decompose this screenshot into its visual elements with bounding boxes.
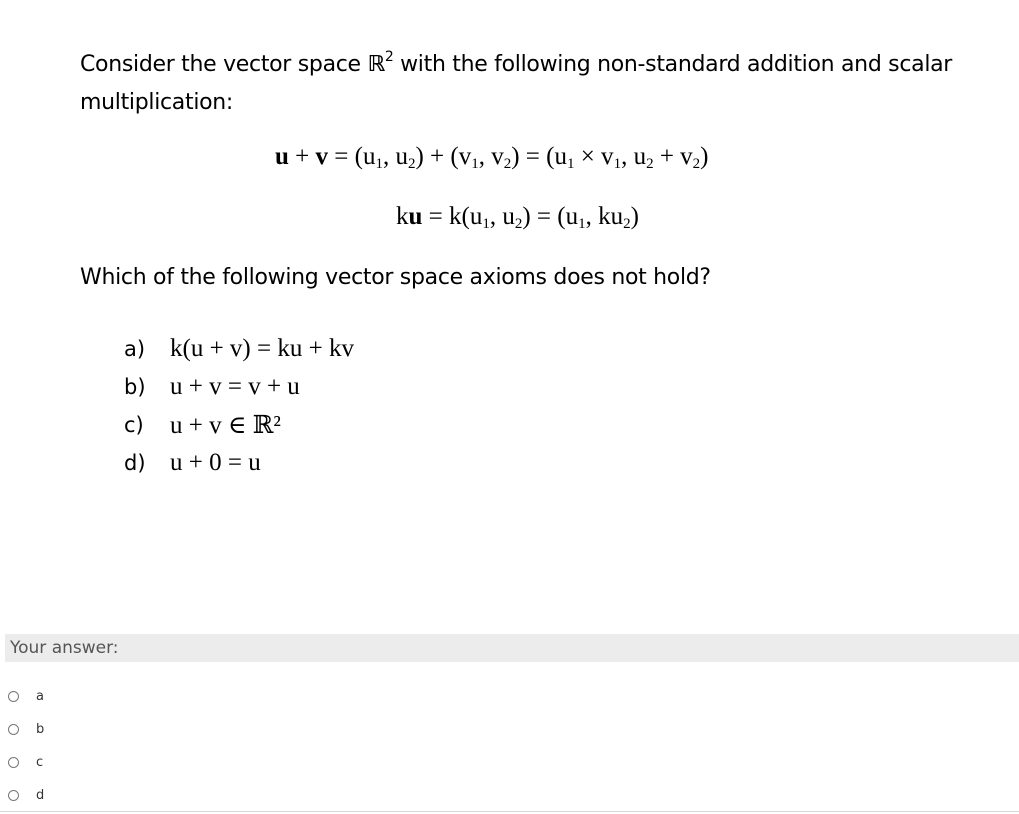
- option-letter: a): [124, 337, 146, 361]
- intro-text-end: with the following non-standard addition and scalar multiplication:: [80, 52, 953, 115]
- radio-button[interactable]: [8, 724, 19, 735]
- real-space-symbol: ℝ: [367, 52, 385, 77]
- answer-choice-b[interactable]: [8, 713, 44, 746]
- option-expression: k(u + v) = ku + kv: [170, 335, 354, 362]
- option-item-d: [124, 444, 354, 482]
- choice-label[interactable]: c: [36, 755, 44, 770]
- divider: [0, 811, 1019, 812]
- choice-label[interactable]: b: [36, 722, 45, 737]
- choice-label[interactable]: a: [36, 689, 44, 704]
- option-letter: b): [124, 375, 146, 399]
- option-expression: u + v = v + u: [170, 373, 300, 400]
- question-intro: [80, 38, 1000, 122]
- option-item-c: [124, 406, 354, 444]
- choice-label[interactable]: d: [36, 788, 45, 803]
- option-item-b: [124, 368, 354, 406]
- option-expression: u + 0 = u: [170, 449, 261, 476]
- answer-choices: [8, 680, 44, 812]
- question-prompt: Which of the following vector space axioms does not hold?: [80, 265, 711, 290]
- option-expression: u + v ∈ ℝ²: [170, 412, 281, 439]
- addition-rule-equation: $u + v = (u_1$, $u_2) + (v_1$, $v_2) = (u_1 \times v_1$, $u_2 + v_2$): [275, 143, 709, 172]
- option-letter: d): [124, 451, 146, 475]
- option-item-a: [124, 330, 354, 368]
- option-list: [124, 330, 354, 482]
- answer-choice-a[interactable]: [8, 680, 44, 713]
- scalar-rule-equation: ku = $k(u_1$, $u_2) = (u_1$, $ku_2$): [396, 203, 639, 232]
- intro-text-start: Consider the vector space: [80, 52, 368, 77]
- real-space-exponent: 2: [384, 49, 394, 65]
- radio-button[interactable]: [8, 691, 19, 702]
- answer-header: [5, 634, 1019, 662]
- answer-choice-c[interactable]: [8, 746, 44, 779]
- option-letter: c): [124, 413, 144, 437]
- radio-button[interactable]: [8, 757, 19, 768]
- radio-button[interactable]: [8, 790, 19, 801]
- answer-choice-d[interactable]: [8, 779, 44, 812]
- answer-header-label: Your answer:: [10, 638, 119, 658]
